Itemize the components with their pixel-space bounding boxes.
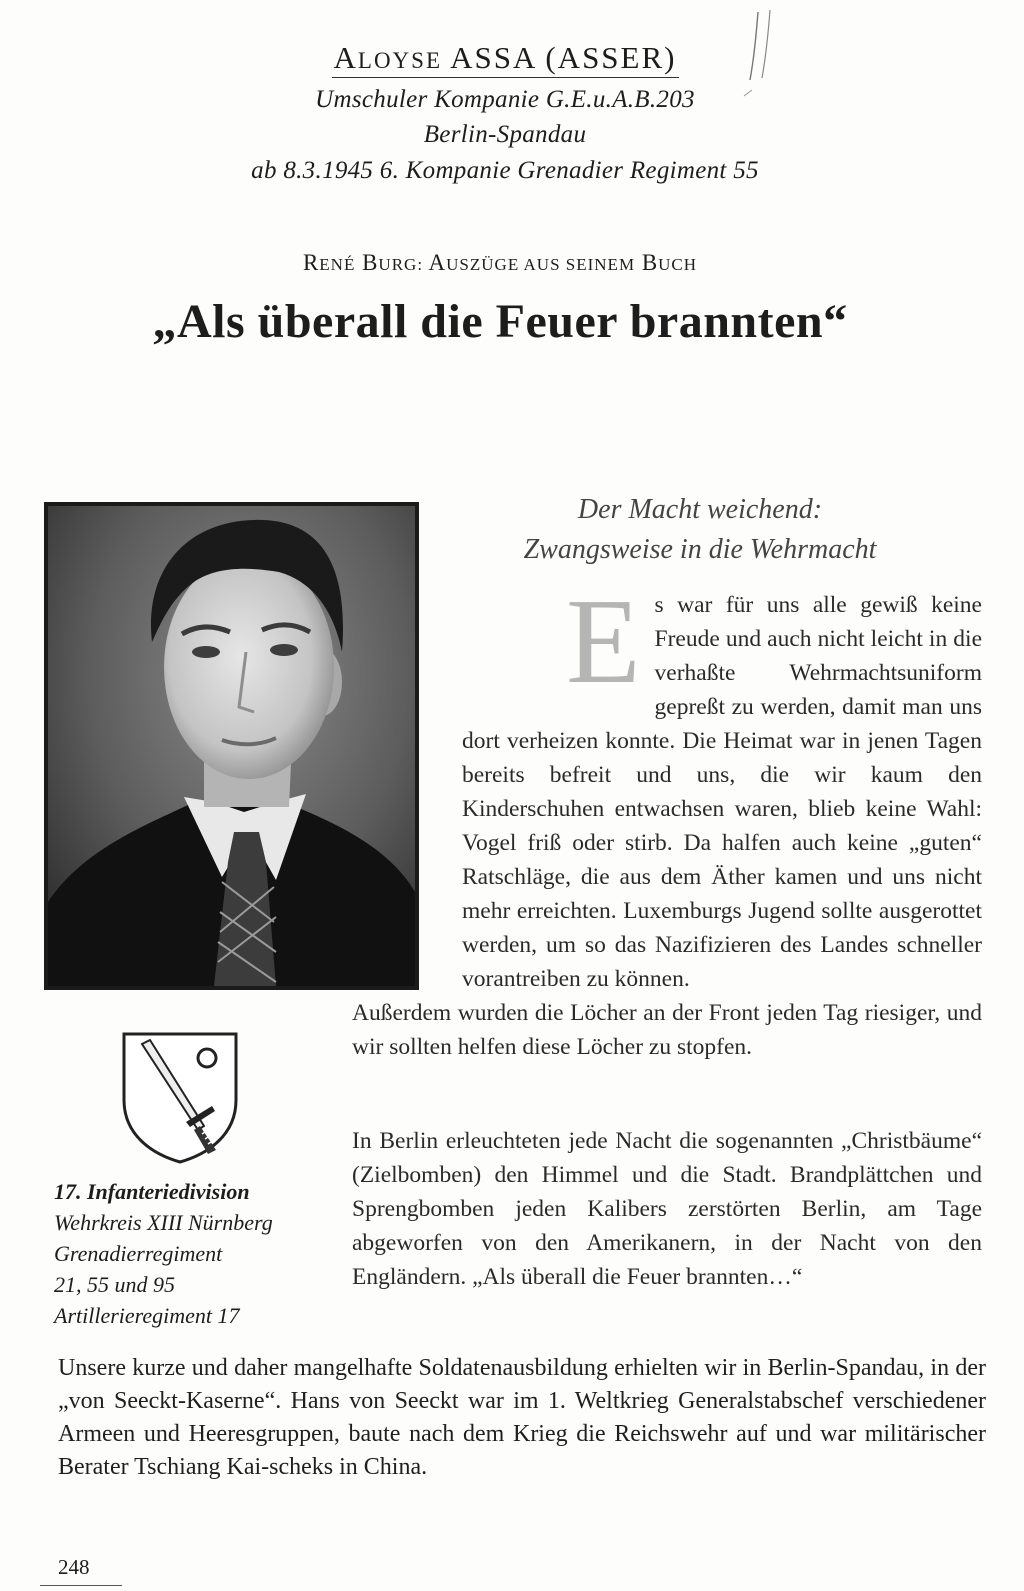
paragraph-1-continuation: Außerdem wurden die Löcher an der Front jeden Tag riesiger, und wir sollten helfen diese Löcher zu stopfen.: [352, 1000, 982, 1060]
body-paragraph-1: [352, 574, 982, 1064]
person-name: ALOYSE ASSA (ASSER): [0, 40, 1010, 76]
subheading-line-2: Zwangsweise in die Wehrmacht: [523, 534, 877, 565]
caption-line: Artillerieregiment 17: [54, 1303, 240, 1328]
article-headline: „Als überall die Feuer brannten“: [152, 295, 848, 348]
body-paragraph-3: Unsere kurze und daher mangelhafte Soldatenausbildung erhielten wir in Berlin-Spandau, in der „von Seeckt-Kaserne“. Hans von Seeckt war im 1. Weltkrieg Generalstabschef verschiedener Armeen und Heeresgruppen, baute nach dem Krieg die Reichswehr auf und war militärischer Berater Tschiang Kai-scheks in China.: [58, 1355, 986, 1480]
division-crest-icon: [120, 1030, 240, 1166]
article-overline: RENÉ BURG: AUSZÜGE AUS SEINEM BUCH: [302, 250, 698, 275]
caption-title: 17. Infanteriedivision: [54, 1179, 250, 1204]
paragraph-1-text: s war für uns alle gewiß keine Freude und auch nicht leicht in die verhaßte Wehrmachtsuniform gepreßt zu werden, damit man uns dort verheizen konnte. Die Heimat war in jenen Tagen bereits befreit und uns, die wir kaum den Kinderschuhen entwachsen waren, blieb keine Wahl: Vogel friß oder stirb. Da halfen auch keine „guten“ Ratschläge, die aus dem Äther kamen und uns nicht mehr erreichten. Luxemburgs Jugend sollte ausgerottet werden, um so das Nazifizieren des Landes schneller vorantreiben zu können.: [462, 592, 982, 992]
caption-line: 21, 55 und 95: [54, 1272, 175, 1297]
page-number: 248: [58, 1555, 90, 1579]
caption-line: Grenadierregiment: [54, 1241, 223, 1266]
unit-line-1: Umschuler Kompanie G.E.u.A.B.203: [315, 86, 695, 113]
subheading-line-1: Der Macht weichend:: [577, 494, 823, 525]
caption-line: Wehrkreis XIII Nürnberg: [54, 1210, 273, 1235]
division-caption: [54, 1176, 354, 1331]
body-paragraph-2: In Berlin erleuchteten jede Nacht die sogenannten „Christbäume“ (Zielbomben) den Himmel und die Stadt. Brandplättchen und Sprengbomben jeden Kalibers zerstörten Berlin, am Tage abgeworfen von den Amerikanern, in der Nacht von den Engländern. „Als überall die Feuer brannten…“: [352, 1128, 982, 1290]
drop-cap: E: [566, 574, 641, 709]
page-number-rule: [40, 1585, 122, 1586]
unit-line-3: ab 8.3.1945 6. Kompanie Grenadier Regiment 55: [251, 157, 759, 184]
unit-line-2: Berlin-Spandau: [423, 121, 587, 148]
